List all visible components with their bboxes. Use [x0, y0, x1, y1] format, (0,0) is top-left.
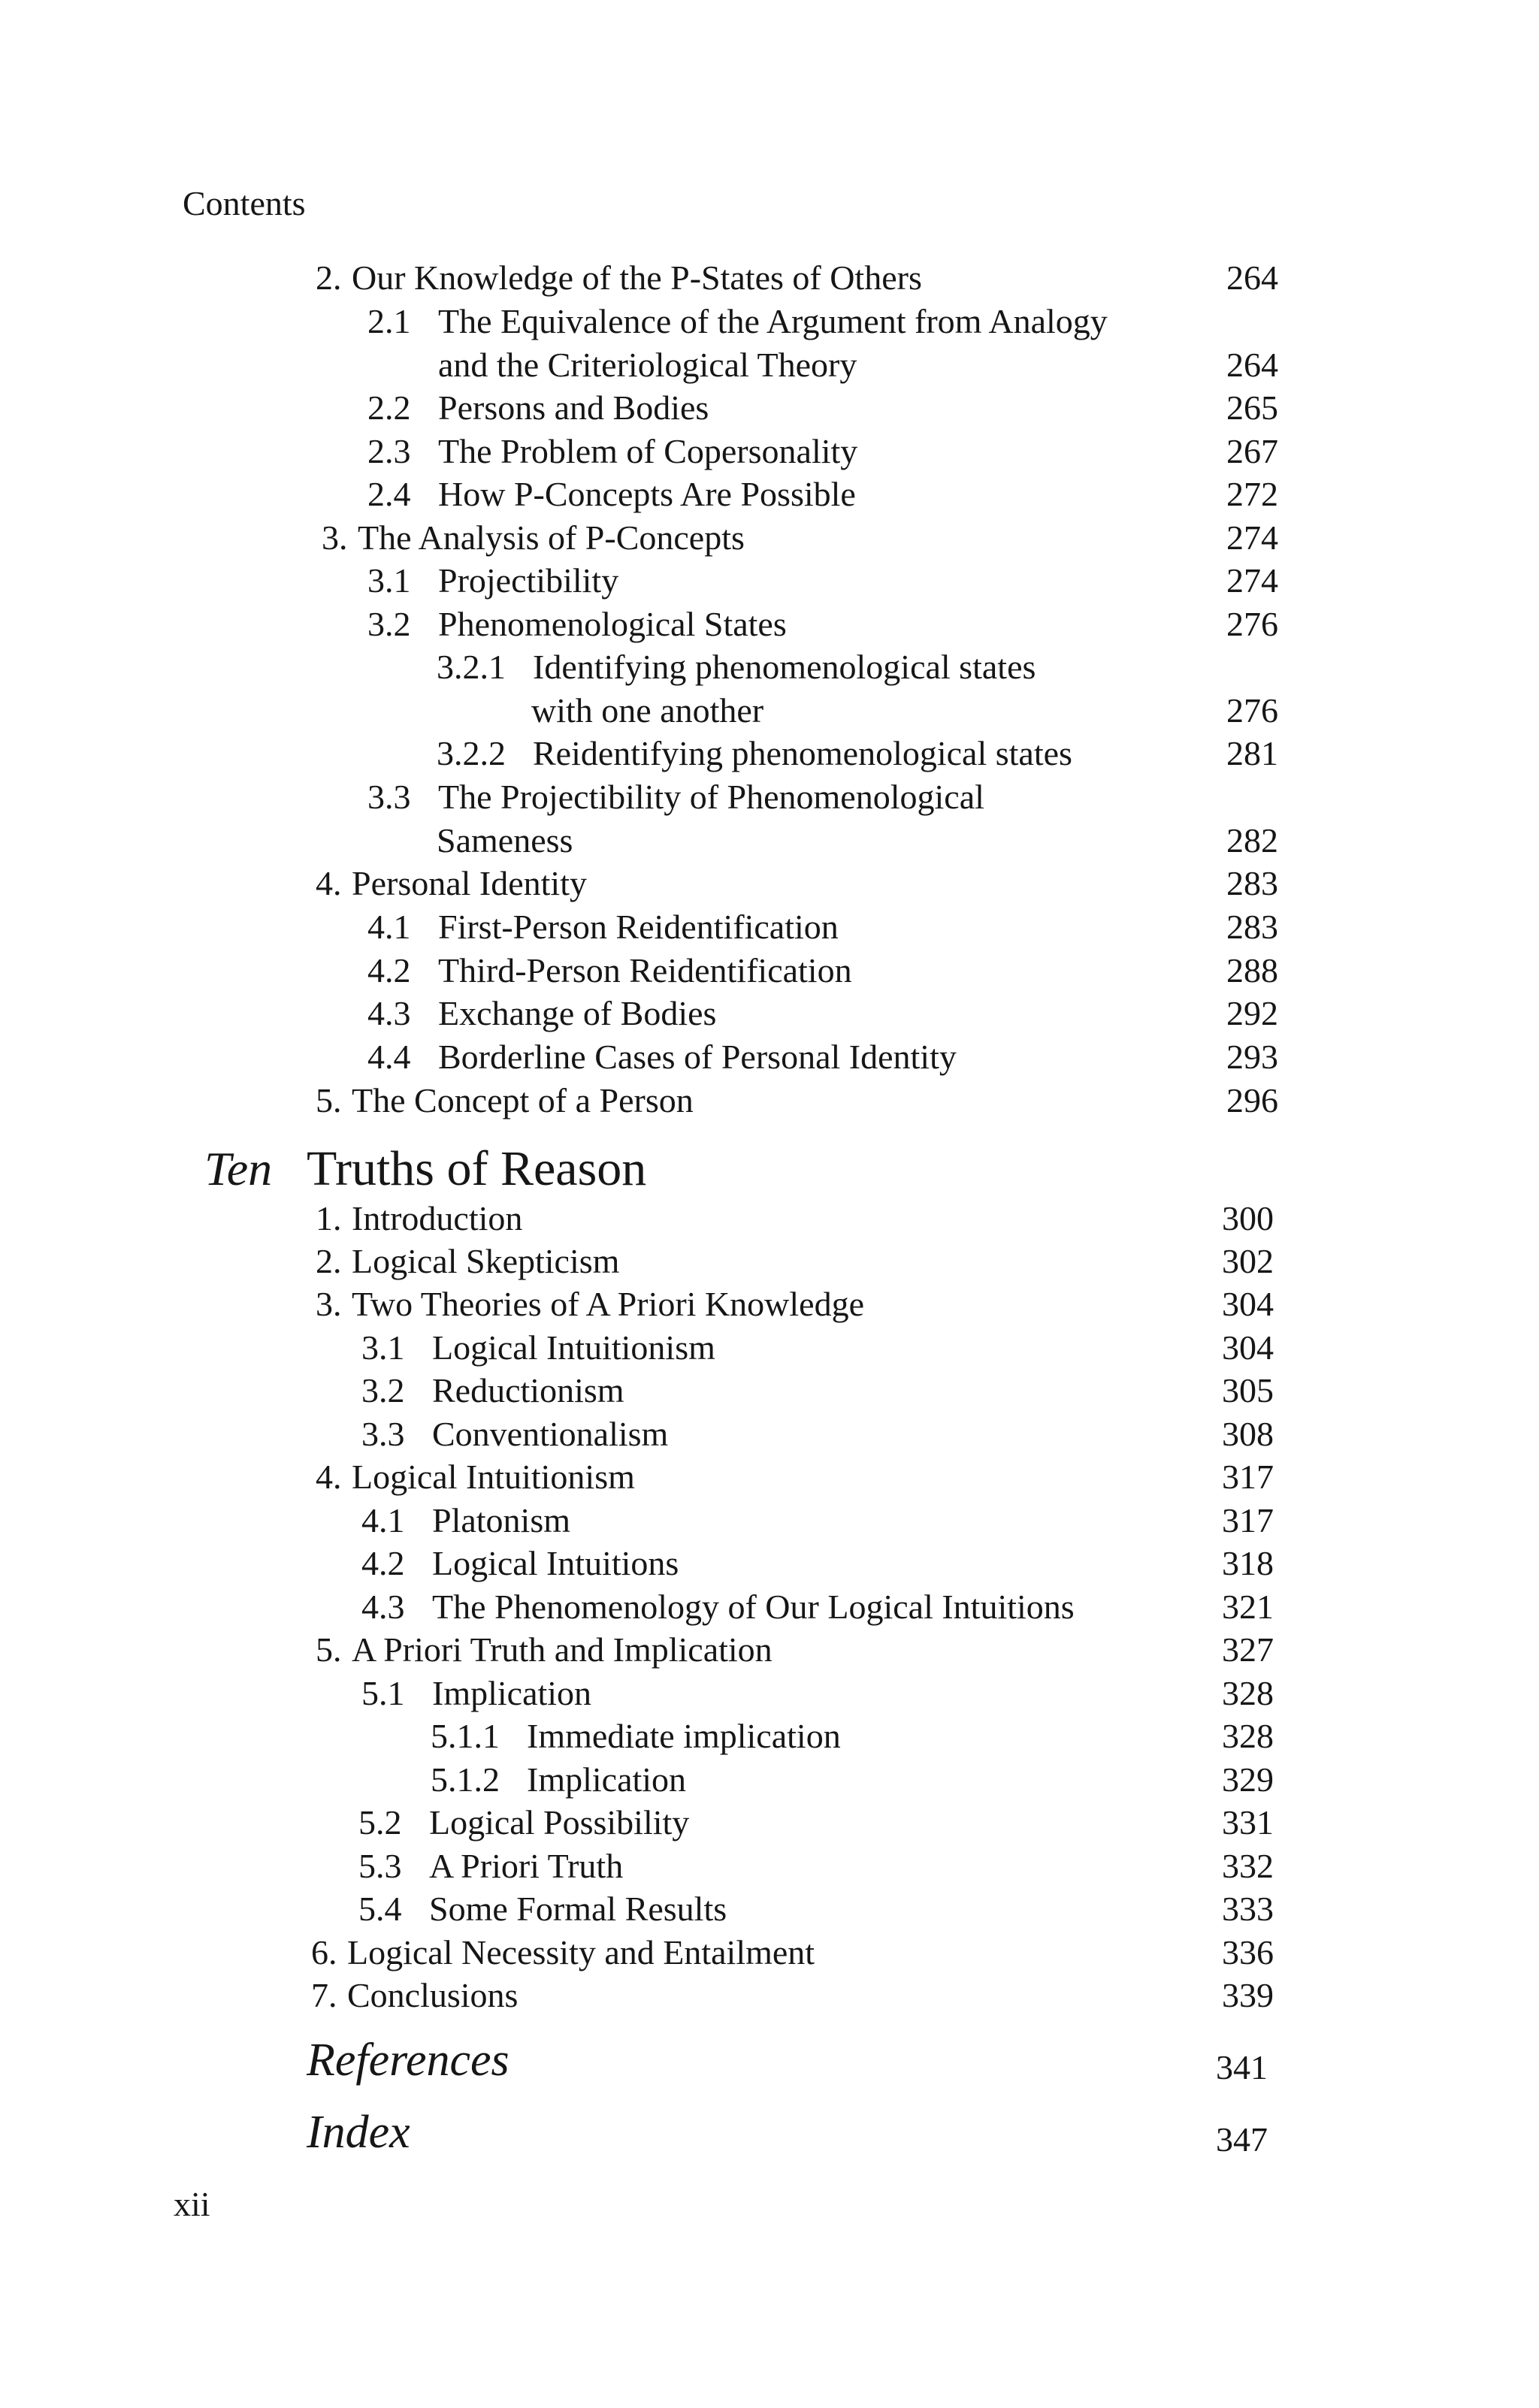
- page-folio: xii: [174, 2185, 210, 2223]
- toc-entry-number: 5.1: [361, 1674, 405, 1712]
- toc-entry-number: 4.2: [367, 951, 411, 989]
- toc-entry-number: 3.2.1: [437, 648, 506, 686]
- toc-entry-title: Exchange of Bodies: [438, 994, 717, 1032]
- toc-entry: [316, 1080, 694, 1122]
- toc-entry-number: 2.: [316, 1242, 342, 1280]
- toc-entry: [431, 1759, 686, 1801]
- toc-entry-title: Logical Necessity and Entailment: [347, 1933, 815, 1971]
- toc-entry: [437, 646, 1036, 688]
- toc-entry-page: 264: [1226, 346, 1278, 384]
- toc-entry: [361, 1413, 668, 1455]
- toc-entry: [431, 1715, 841, 1757]
- toc-entry: [316, 1283, 864, 1325]
- chapter-title: Truths of Reason: [307, 1141, 647, 1196]
- toc-entry: [361, 1500, 570, 1542]
- toc-entry-page: 283: [1226, 908, 1278, 946]
- toc-entry-page: 296: [1226, 1081, 1278, 1119]
- toc-entry: [316, 863, 587, 905]
- toc-entry-page: 264: [1226, 258, 1278, 297]
- toc-entry-page: 267: [1226, 432, 1278, 470]
- toc-entry-number: 3.1: [367, 561, 411, 600]
- toc-entry-number: 4.1: [361, 1501, 405, 1539]
- toc-entry-title: Conclusions: [347, 1976, 519, 2014]
- toc-entry: [367, 993, 716, 1035]
- toc-entry: [358, 1888, 727, 1930]
- toc-entry: [316, 1240, 619, 1283]
- toc-entry: [358, 1845, 623, 1887]
- toc-entry: [316, 1198, 522, 1240]
- toc-entry-number: 3.1: [361, 1328, 405, 1367]
- toc-entry-number: 5.4: [358, 1890, 402, 1928]
- toc-entry-number: 3.2: [367, 605, 411, 643]
- toc-entry-page: 329: [1222, 1760, 1274, 1799]
- toc-entry-number: 1.: [316, 1199, 342, 1237]
- toc-entry-number: 4.3: [367, 994, 411, 1032]
- toc-entry-page: 274: [1226, 518, 1278, 557]
- toc-entry: [367, 906, 839, 948]
- toc-entry-number: 7.: [311, 1976, 337, 2014]
- toc-references-page: 341: [1216, 2048, 1268, 2086]
- toc-entry-number: 2.: [316, 258, 342, 297]
- toc-entry: [322, 517, 745, 559]
- toc-entry-page: 293: [1226, 1038, 1278, 1076]
- toc-entry-page: 265: [1226, 388, 1278, 427]
- toc-entry-title: A Priori Truth and Implication: [352, 1630, 773, 1669]
- toc-entry-page: 304: [1222, 1328, 1274, 1367]
- toc-entry-number: 3.: [316, 1285, 342, 1323]
- toc-entry-title: The Equivalence of the Argument from Analogy: [438, 302, 1108, 340]
- toc-entry-title: First-Person Reidentification: [438, 908, 839, 946]
- toc-entry-title: Our Knowledge of the P-States of Others: [352, 258, 922, 297]
- toc-entry: [367, 776, 984, 818]
- toc-entry-page: 317: [1222, 1501, 1274, 1539]
- toc-entry-title: Conventionalism: [432, 1415, 669, 1453]
- toc-entry-title: Reidentifying phenomenological states: [533, 734, 1072, 772]
- toc-entry-page: 292: [1226, 994, 1278, 1032]
- toc-entry-page: 274: [1226, 561, 1278, 600]
- toc-entry-title: Logical Intuitions: [432, 1544, 679, 1582]
- toc-entry-page: 328: [1222, 1717, 1274, 1755]
- toc-entry-title: A Priori Truth: [429, 1847, 624, 1885]
- toc-entry-page: 327: [1222, 1630, 1274, 1669]
- toc-entry-number: 3.3: [367, 778, 411, 816]
- toc-entry-title: Projectibility: [438, 561, 619, 600]
- toc-entry-title: The Projectibility of Phenomenological: [438, 778, 984, 816]
- toc-entry-page: 305: [1222, 1371, 1274, 1409]
- toc-entry-title: Borderline Cases of Personal Identity: [438, 1038, 957, 1076]
- toc-entry-number: 4.1: [367, 908, 411, 946]
- toc-entry-title: Persons and Bodies: [438, 388, 709, 427]
- toc-entry-page: 328: [1222, 1674, 1274, 1712]
- toc-entry-title: How P-Concepts Are Possible: [438, 475, 856, 513]
- toc-index: Index: [307, 2107, 410, 2158]
- toc-entry-title: Introduction: [352, 1199, 523, 1237]
- toc-entry-title: Logical Intuitionism: [352, 1458, 635, 1496]
- toc-entry: [311, 1974, 518, 2017]
- toc-entry: [361, 1327, 715, 1369]
- toc-entry-page: 333: [1222, 1890, 1274, 1928]
- toc-entry-page: 308: [1222, 1415, 1274, 1453]
- toc-entry-page: 331: [1222, 1803, 1274, 1842]
- toc-entry-number: 2.2: [367, 388, 411, 427]
- toc-entry-page: 304: [1222, 1285, 1274, 1323]
- toc-entry-number: 5.1.2: [431, 1760, 500, 1799]
- toc-entry: [361, 1542, 679, 1585]
- toc-entry-title: The Analysis of P-Concepts: [358, 518, 745, 557]
- toc-entry: [367, 560, 618, 602]
- toc-entry: [361, 1370, 624, 1412]
- toc-entry-number: 5.3: [358, 1847, 402, 1885]
- toc-entry-title: Reductionism: [432, 1371, 624, 1409]
- toc-entry: [316, 1629, 773, 1671]
- toc-entry-number: 3.2.2: [437, 734, 506, 772]
- toc-entry: [437, 733, 1072, 775]
- toc-entry-page: 321: [1222, 1588, 1274, 1626]
- toc-entry: [367, 1036, 957, 1078]
- toc-entry-number: 4.4: [367, 1038, 411, 1076]
- toc-entry-page: 272: [1226, 475, 1278, 513]
- toc-entry: [367, 603, 787, 645]
- toc-entry-number: 5.: [316, 1081, 342, 1119]
- toc-entry-number: 3.: [322, 518, 348, 557]
- toc-entry-continuation: Sameness: [437, 821, 573, 860]
- toc-entry-number: 4.3: [361, 1588, 405, 1626]
- toc-entry-continuation: with one another: [531, 691, 764, 730]
- toc-entry-number: 2.1: [367, 302, 411, 340]
- toc-entry-number: 3.3: [361, 1415, 405, 1453]
- toc-entry-title: Two Theories of A Priori Knowledge: [352, 1285, 865, 1323]
- toc-entry: [361, 1672, 591, 1715]
- toc-entry-number: 4.: [316, 1458, 342, 1496]
- toc-entry-number: 4.2: [361, 1544, 405, 1582]
- toc-entry-number: 2.4: [367, 475, 411, 513]
- toc-entry-page: 283: [1226, 864, 1278, 902]
- toc-entry-page: 288: [1226, 951, 1278, 989]
- toc-entry-title: Phenomenological States: [438, 605, 787, 643]
- toc-entry-page: 281: [1226, 734, 1278, 772]
- toc-entry: [358, 1802, 689, 1844]
- toc-entry-title: Implication: [432, 1674, 592, 1712]
- toc-entry-number: 5.1.1: [431, 1717, 500, 1755]
- toc-entry-title: Immediate implication: [527, 1717, 841, 1755]
- toc-entry-title: Identifying phenomenological states: [533, 648, 1036, 686]
- toc-entry-page: 302: [1222, 1242, 1274, 1280]
- toc-entry-title: The Phenomenology of Our Logical Intuitions: [432, 1588, 1075, 1626]
- toc-entry-continuation: and the Criteriological Theory: [438, 346, 857, 384]
- toc-entry: [367, 431, 857, 473]
- toc-entry-title: Logical Intuitionism: [432, 1328, 715, 1367]
- toc-entry-title: Implication: [527, 1760, 687, 1799]
- toc-entry: [367, 301, 1108, 343]
- toc-entry: [361, 1586, 1075, 1628]
- toc-entry-title: Logical Skepticism: [352, 1242, 620, 1280]
- toc-entry-title: Platonism: [432, 1501, 571, 1539]
- toc-entry-number: 5.2: [358, 1803, 402, 1842]
- toc-entry-number: 2.3: [367, 432, 411, 470]
- toc-entry-page: 339: [1222, 1976, 1274, 2014]
- toc-entry-page: 276: [1226, 691, 1278, 730]
- toc-entry-page: 332: [1222, 1847, 1274, 1885]
- toc-entry-number: 3.2: [361, 1371, 405, 1409]
- toc-entry-title: Some Formal Results: [429, 1890, 727, 1928]
- toc-entry-title: Logical Possibility: [429, 1803, 690, 1842]
- toc-index-page: 347: [1216, 2120, 1268, 2159]
- toc-entry-number: 6.: [311, 1933, 337, 1971]
- toc-entry-number: 5.: [316, 1630, 342, 1669]
- toc-entry-page: 317: [1222, 1458, 1274, 1496]
- toc-entry: [316, 257, 922, 299]
- toc-entry-title: The Concept of a Person: [352, 1081, 694, 1119]
- toc-entry: [311, 1932, 815, 1974]
- toc-entry-title: The Problem of Copersonality: [438, 432, 858, 470]
- toc-entry-title: Third-Person Reidentification: [438, 951, 852, 989]
- toc-entry: [367, 387, 709, 429]
- toc-references: References: [307, 2035, 509, 2086]
- toc-entry: [316, 1456, 635, 1498]
- toc-entry-page: 282: [1226, 821, 1278, 860]
- toc-entry-page: 276: [1226, 605, 1278, 643]
- toc-entry-title: Personal Identity: [352, 864, 587, 902]
- running-head: Contents: [183, 184, 306, 222]
- toc-entry: [367, 950, 852, 992]
- toc-entry-page: 318: [1222, 1544, 1274, 1582]
- chapter-number: Ten: [204, 1142, 273, 1195]
- toc-entry-page: 300: [1222, 1199, 1274, 1237]
- toc-entry-number: 4.: [316, 864, 342, 902]
- toc-entry: [367, 473, 856, 515]
- toc-entry-page: 336: [1222, 1933, 1274, 1971]
